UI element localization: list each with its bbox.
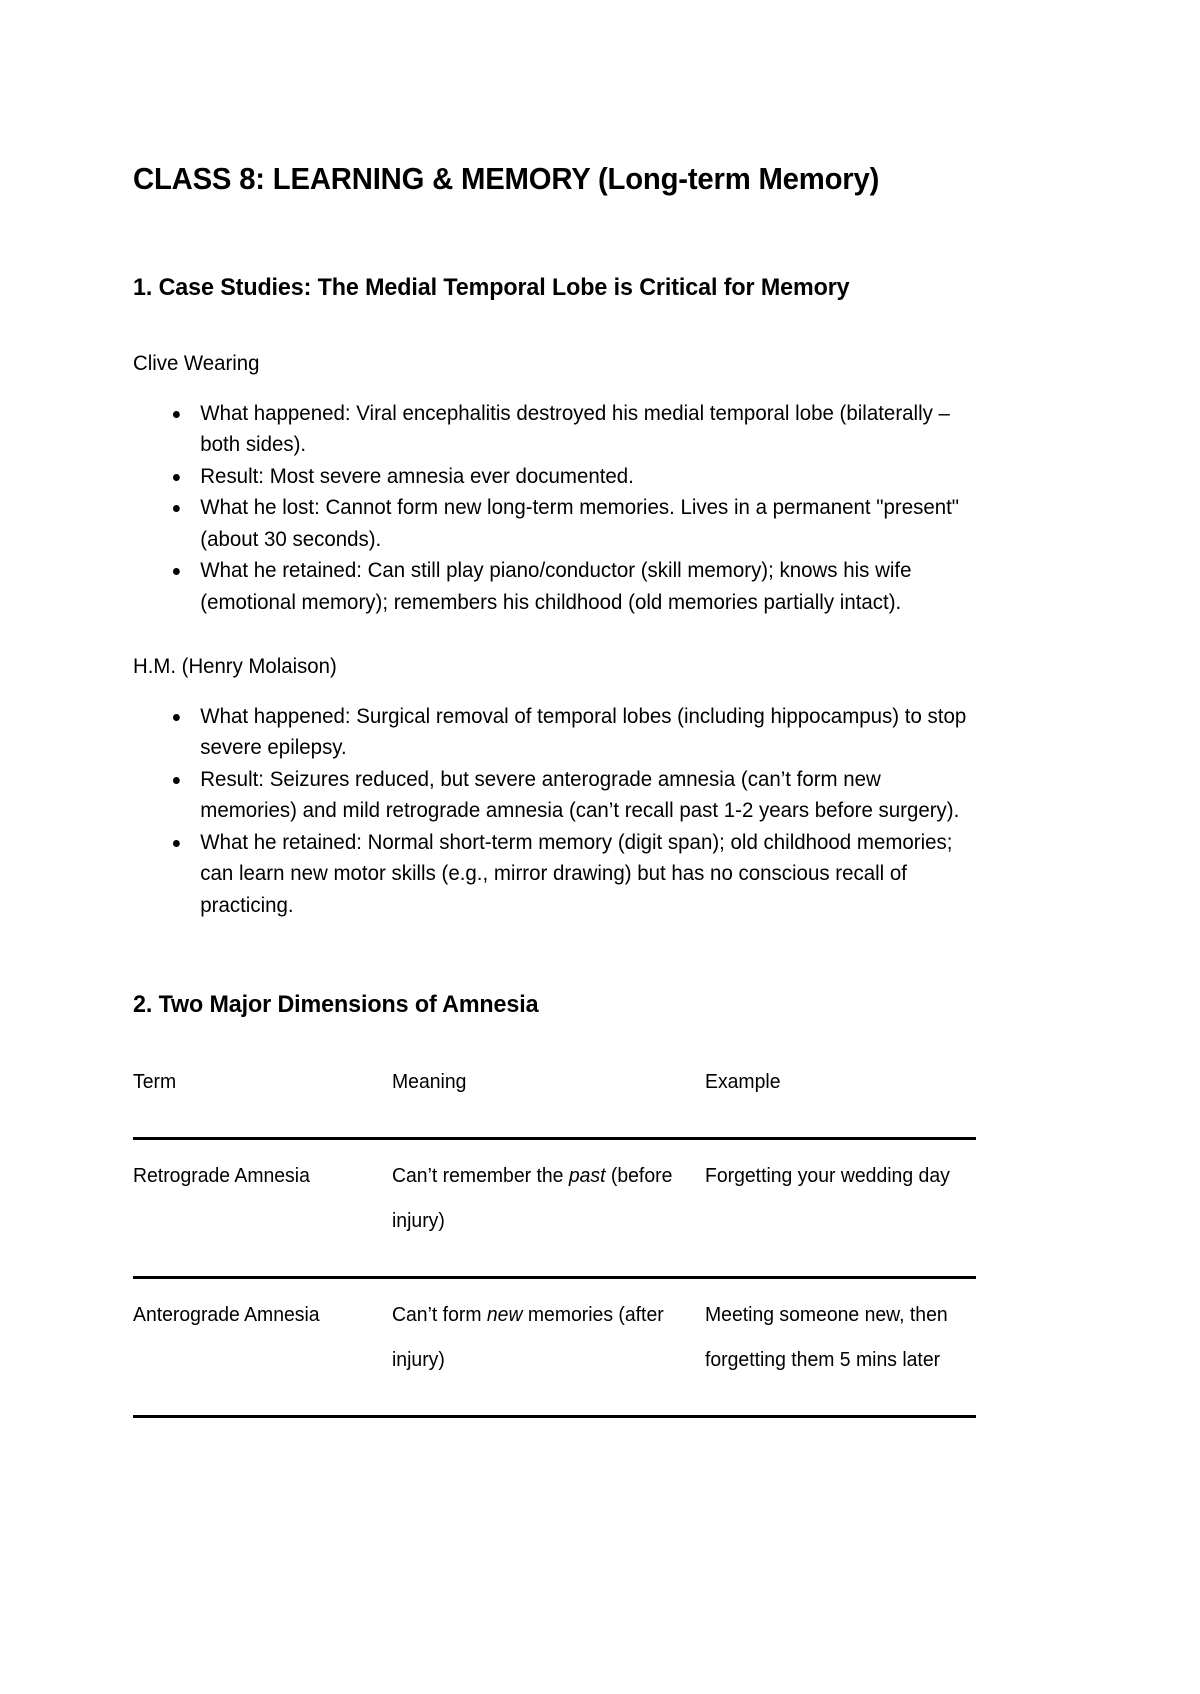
bullet-list-clive-wearing (133, 398, 1000, 619)
list-item-text: What he retained: Can still play piano/conductor (skill memory); knows his wife (emotional memory); remembers his childhood (old memories partially intact). (200, 559, 912, 614)
list-item-text: Result: Seizures reduced, but severe anterograde amnesia (can’t form new memories) and mild retrograde amnesia (can’t recall past 1-2 years before surgery). (200, 767, 960, 823)
bullet-icon (173, 777, 180, 784)
list-item (133, 492, 978, 555)
bullet-icon (173, 505, 180, 512)
spacer (133, 198, 1000, 272)
meaning-emphasis: new (486, 1304, 523, 1327)
table-header-row (133, 1060, 976, 1139)
meaning-pre: Can’t form (392, 1304, 487, 1327)
spacer (133, 921, 1000, 989)
case-label-hm: H.M. (Henry Molaison) (133, 655, 337, 679)
bullet-icon (173, 840, 180, 847)
meaning-post: (before injury) (392, 1165, 673, 1233)
column-header-example: Example (705, 1071, 781, 1094)
section-heading-2: 2. Two Major Dimensions of Amnesia (133, 991, 539, 1019)
cell-term: Anterograde Amnesia (133, 1304, 320, 1327)
table-row (133, 1278, 976, 1416)
page-title: CLASS 8: LEARNING & MEMORY (Long-term Memory) (133, 162, 880, 196)
list-item (133, 701, 978, 764)
list-item-text: What happened: Viral encephalitis destroyed his medial temporal lobe (bilaterally – both sides). (200, 401, 950, 457)
list-item (133, 555, 978, 618)
list-item (133, 827, 978, 922)
meaning-emphasis: past (568, 1165, 606, 1188)
case-label-clive-wearing: Clive Wearing (133, 352, 260, 376)
cell-term: Retrograde Amnesia (133, 1165, 310, 1188)
bullet-icon (173, 474, 180, 481)
table-row (133, 1139, 976, 1278)
list-item-text: What happened: Surgical removal of temporal lobes (including hippocampus) to stop severe epilepsy. (200, 704, 967, 760)
section-heading-1: 1. Case Studies: The Medial Temporal Lobe is Critical for Memory (133, 274, 850, 302)
cell-example: Forgetting your wedding day (705, 1165, 950, 1188)
list-item (133, 398, 978, 461)
list-item-text: What he lost: Cannot form new long-term memories. Lives in a permanent "present" (about 30 seconds). (200, 496, 960, 551)
list-item-text: Result: Most severe amnesia ever documented. (200, 464, 634, 488)
column-header-meaning: Meaning (392, 1071, 467, 1094)
list-item-text: What he retained: Normal short-term memory (digit span); old childhood memories; can learn new motor skills (e.g., mirror drawing) but has no conscious recall of practicing. (200, 830, 953, 917)
bullet-icon (173, 714, 180, 721)
bullet-list-hm (133, 701, 1000, 922)
bullet-icon (173, 568, 180, 575)
spacer (133, 618, 1000, 652)
spacer (133, 303, 1000, 349)
bullet-icon (173, 411, 180, 418)
column-header-term: Term (133, 1071, 177, 1094)
amnesia-table (133, 1060, 976, 1415)
table-bottom-rule (133, 1415, 976, 1418)
meaning-post: memories (after injury) (392, 1304, 664, 1372)
list-item (133, 461, 978, 493)
cell-meaning (392, 1139, 696, 1278)
list-item (133, 764, 978, 827)
amnesia-table-wrapper (133, 1060, 976, 1418)
cell-meaning (392, 1278, 696, 1416)
cell-example: Meeting someone new, then forgetting them 5 mins later (705, 1304, 948, 1372)
meaning-pre: Can’t remember the (392, 1165, 569, 1188)
